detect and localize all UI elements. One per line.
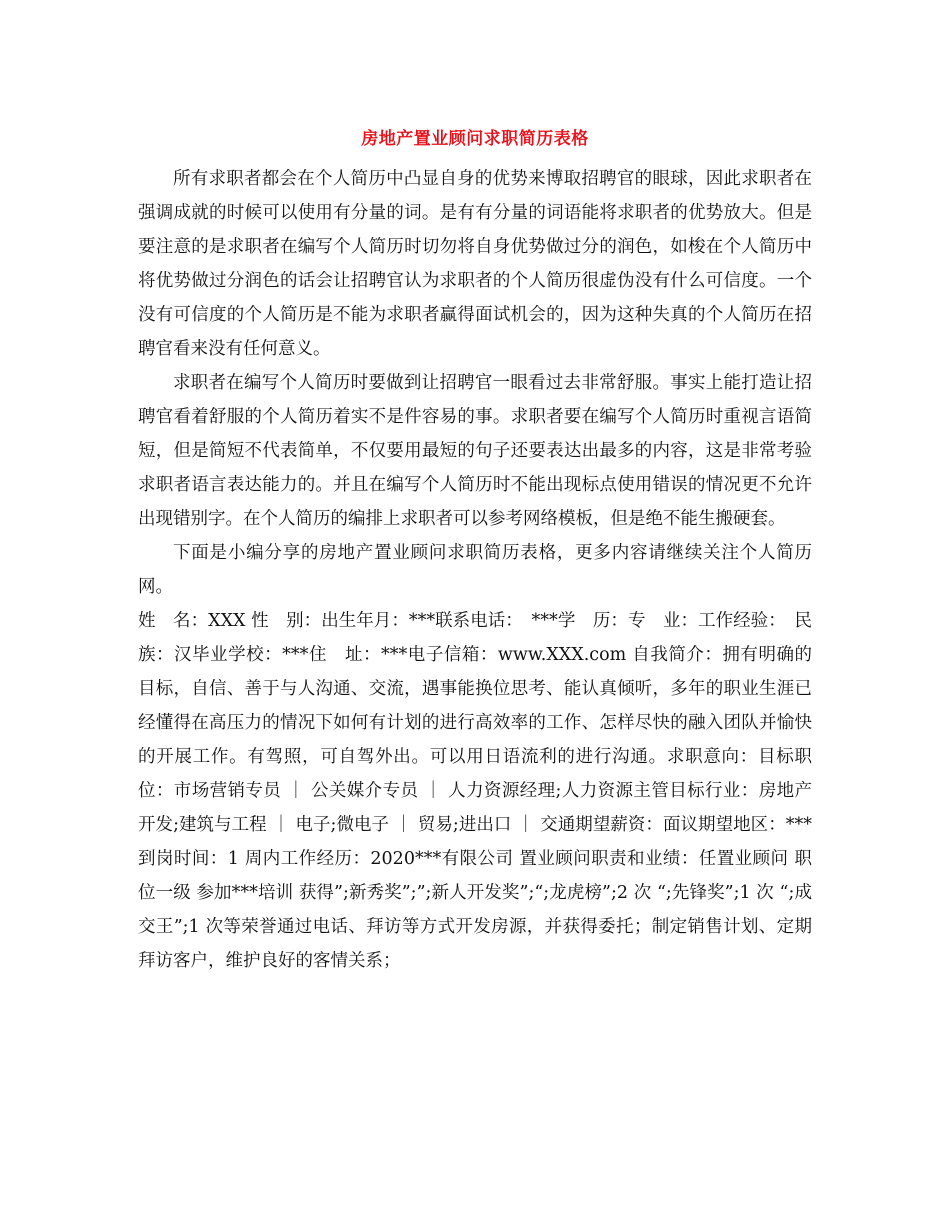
document-title: 房地产置业顾问求职简历表格	[361, 129, 589, 149]
intro-paragraph-3: 下面是小编分享的房地产置业顾问求职简历表格，更多内容请继续关注个人简历网。	[138, 543, 812, 597]
document-body	[138, 162, 812, 978]
intro-paragraph-2: 求职者在编写个人简历时要做到让招聘官一眼看过去非常舒服。事实上能打造让招聘官看着舒服的个人简历着实不是件容易的事。求职者要在编写个人简历时重视言语简短，但是简短不代表简单，不仅要用最短的句子还要表达出最多的内容，这是非常考验求职者语言表达能力的。并且在编写个人简历时不能出现标点使用错误的情况更不允许出现错别字。在个人简历的编排上求职者可以参考网络模板，但是绝不能生搬硬套。	[138, 373, 812, 529]
resume-details-block: 姓 名：XXX 性 别：出生年月：***联系电话： ***学 历：专 业：工作经验： 民族：汉毕业学校：***住 址：***电子信箱：www.XXX.com 自我简介：拥有明确的目标，自信、善于与人沟通、交流，遇事能换位思考、能认真倾听，多年的职业生涯已经懂得在高压力的情况下如何有计划的进行高效率的工作、怎样尽快的融入团队并愉快的开展工作。有驾照，可自驾外出。可以用日语流利的进行沟通。求职意向：目标职位：市场营销专员 ｜ 公关媒介专员 ｜ 人力资源经理;人力资源主管目标行业：房地产开发;建筑与工程 ｜ 电子;微电子 ｜ 贸易;进出口 ｜ 交通期望薪资：面议期望地区：***到岗时间：1 周内工作经历：2020***有限公司 置业顾问职责和业绩：任置业顾问 职位一级 参加***培训 获得”;新秀奖”;”;新人开发奖”;“;龙虎榜”;2 次 “;先锋奖”;1 次 “;成交王”;1 次等荣誉通过电话、拜访等方式开发房源，并获得委托；制定销售计划、定期拜访客户，维护良好的客情关系；	[138, 611, 812, 971]
intro-paragraph-1: 所有求职者都会在个人简历中凸显自身的优势来博取招聘官的眼球，因此求职者在强调成就的时候可以使用有分量的词。是有有分量的词语能将求职者的优势放大。但是要注意的是求职者在编写个人简历时切勿将自身优势做过分的润色，如梭在个人简历中将优势做过分润色的话会让招聘官认为求职者的个人简历很虚伪没有什么可信度。一个没有可信度的个人简历是不能为求职者赢得面试机会的，因为这种失真的个人简历在招聘官看来没有任何意义。	[138, 169, 812, 359]
